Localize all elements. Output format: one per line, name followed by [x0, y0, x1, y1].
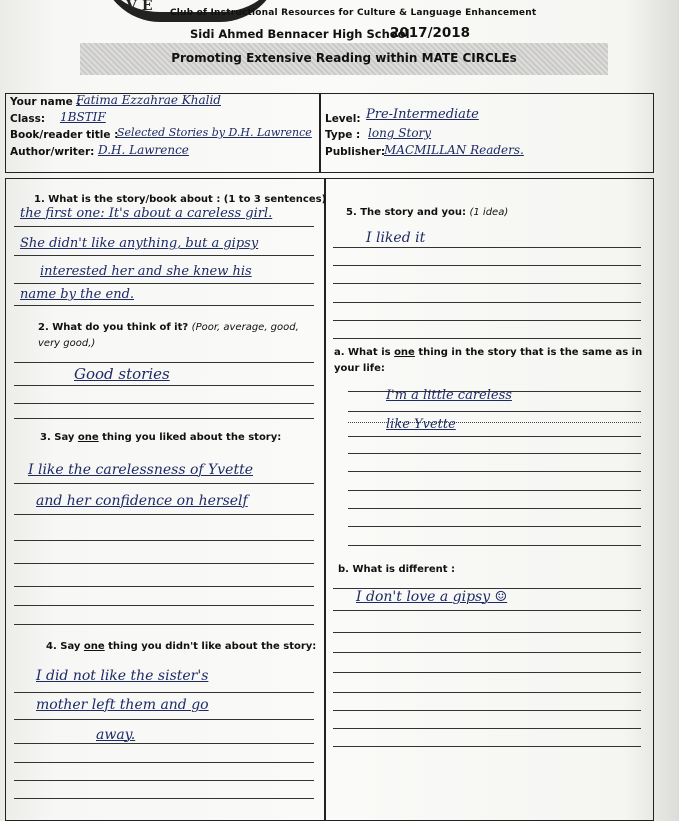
q1-answer-line: name by the end. — [20, 287, 135, 302]
writing-line — [333, 672, 641, 673]
question-3-post: thing you liked about the story: — [98, 432, 282, 443]
writing-line — [14, 780, 314, 781]
writing-line — [333, 728, 641, 729]
writing-line — [333, 320, 641, 321]
qa-answer-line: like Yvette — [386, 417, 456, 432]
question-4-post: thing you didn't like about the story: — [104, 641, 317, 652]
level-value: Pre-Intermediate — [366, 107, 479, 122]
q5-answer: I liked it — [366, 230, 426, 246]
writing-line — [14, 283, 314, 284]
writing-line — [14, 798, 314, 799]
writing-line — [333, 265, 641, 266]
question-a-emphasis: one — [394, 347, 415, 358]
question-3 — [40, 430, 281, 446]
q1-answer-line: the first one: It's about a careless girl. — [20, 206, 273, 221]
q2-answer: Good stories — [74, 365, 170, 383]
club-logo-marks: VE — [126, 0, 158, 14]
writing-line — [14, 605, 314, 606]
question-4-pre: 4. Say — [46, 641, 84, 652]
level-label: Level: — [325, 113, 361, 125]
question-2 — [38, 320, 318, 352]
writing-line — [14, 540, 314, 541]
writing-line — [14, 385, 314, 386]
writing-line — [14, 362, 314, 363]
q1-answer-line: interested her and she knew his — [40, 264, 252, 279]
writing-line — [348, 508, 641, 509]
question-2-hint: (Poor, average, good, very good,) — [38, 322, 299, 349]
writing-line — [14, 255, 314, 256]
writing-line — [14, 483, 314, 484]
question-3-pre: 3. Say — [40, 432, 78, 443]
writing-line — [348, 490, 641, 491]
writing-line — [348, 411, 641, 412]
writing-line — [14, 762, 314, 763]
name-value: Fatima Ezzahrae Khalid — [76, 93, 221, 107]
writing-line — [333, 710, 641, 711]
q3-answer-line: I like the carelessness of Yvette — [28, 462, 253, 478]
writing-line — [333, 746, 641, 747]
writing-line — [14, 692, 314, 693]
q4-answer-line: mother left them and go — [36, 697, 209, 713]
writing-line — [333, 632, 641, 633]
question-a-pre: a. What is — [334, 347, 395, 358]
writing-line — [348, 436, 641, 437]
writing-line — [333, 338, 641, 339]
club-name: Club of Instructional Resources for Culture & Language Enhancement — [170, 8, 537, 18]
writing-line — [333, 247, 641, 248]
book-title-value: Selected Stories by D.H. Lawrence — [117, 126, 312, 139]
writing-line — [333, 652, 641, 653]
writing-line — [348, 471, 641, 472]
name-label: Your name : — [10, 96, 81, 108]
question-a-post: thing in the story that is the same as in your life: — [334, 347, 643, 374]
question-3-emphasis: one — [77, 432, 99, 443]
question-5-text: 5. The story and you: — [346, 207, 466, 218]
writing-line — [348, 453, 641, 454]
writing-line — [14, 586, 314, 587]
class-value: 1BSTIF — [60, 110, 106, 124]
q4-answer-line: I did not like the sister's — [36, 668, 209, 684]
q4-answer-line: away. — [96, 727, 136, 743]
question-4 — [46, 639, 316, 655]
writing-line — [14, 514, 314, 515]
type-value: long Story — [368, 126, 432, 140]
title-banner: Promoting Extensive Reading within MATE CIRCLEs — [80, 43, 608, 75]
question-5-hint: (1 idea) — [469, 207, 509, 218]
school-name: Sidi Ahmed Bennacer High School — [190, 27, 410, 41]
writing-line — [333, 692, 641, 693]
qa-answer-line: I'm a little careless — [386, 388, 512, 403]
question-a — [334, 345, 644, 377]
writing-line — [14, 743, 314, 744]
q3-answer-line: and her confidence on herself — [36, 493, 248, 509]
writing-line — [348, 526, 641, 527]
writing-line — [14, 403, 314, 404]
author-value: D.H. Lawrence — [98, 143, 189, 157]
writing-line — [333, 610, 641, 611]
writing-line — [14, 624, 314, 625]
writing-line — [348, 545, 641, 546]
writing-line — [333, 283, 641, 284]
writing-line — [14, 563, 314, 564]
type-label: Type : — [325, 129, 361, 141]
right-questions-box — [325, 178, 654, 821]
question-b: b. What is different : — [338, 564, 456, 575]
class-label: Class: — [10, 113, 46, 125]
writing-line — [14, 418, 314, 419]
question-5 — [346, 205, 508, 221]
writing-line — [333, 302, 641, 303]
qb-answer: I don't love a gipsy ☺ — [356, 589, 508, 605]
publisher-value: MACMILLAN Readers. — [384, 143, 524, 157]
question-2-text: 2. What do you think of it? — [38, 322, 189, 333]
q1-answer-line: She didn't like anything, but a gipsy — [20, 236, 259, 251]
author-label: Author/writer: — [10, 146, 95, 158]
question-1: 1. What is the story/book about : (1 to 3 sentences) — [34, 194, 327, 205]
writing-line — [14, 719, 314, 720]
writing-line — [14, 305, 314, 306]
school-year: 2017/2018 — [390, 25, 471, 41]
question-4-emphasis: one — [83, 641, 105, 652]
writing-line — [14, 226, 314, 227]
book-title-label: Book/reader title : — [10, 129, 119, 141]
publisher-label: Publisher: — [325, 146, 386, 158]
